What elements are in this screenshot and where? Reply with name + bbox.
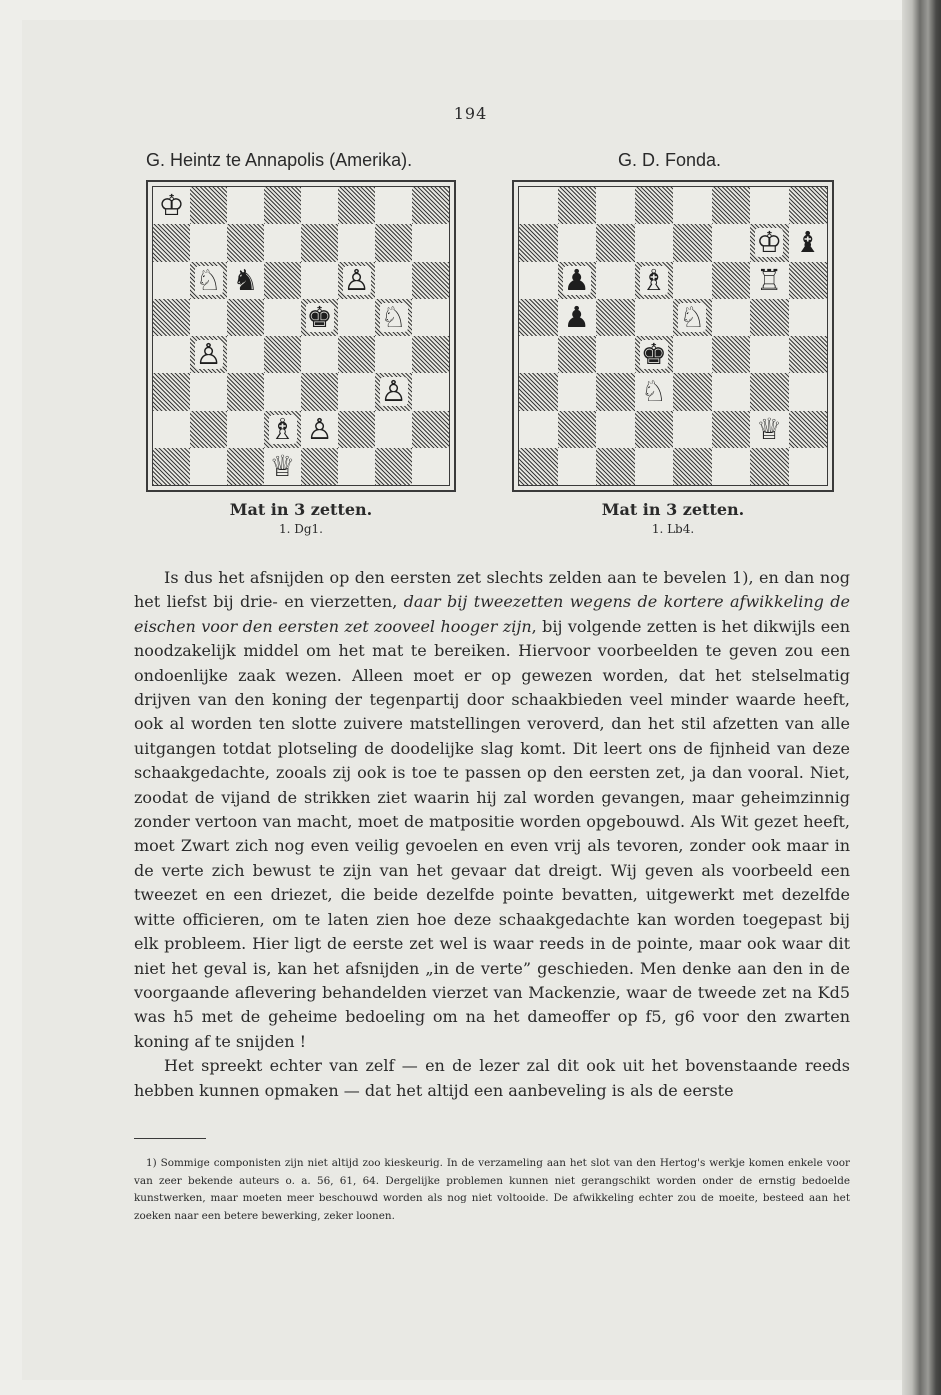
board-square-e4 <box>301 336 338 373</box>
board-square-h5 <box>412 299 449 336</box>
board-square-g6 <box>375 262 412 299</box>
piece-glyph: ♘ <box>195 262 222 297</box>
board-square-f7 <box>338 224 375 261</box>
board-square-d6 <box>635 262 674 299</box>
chess-board <box>152 186 450 486</box>
board-square-g5 <box>750 299 789 336</box>
board-square-d6 <box>264 262 301 299</box>
black-pawn-icon <box>558 262 597 299</box>
board-square-a8 <box>519 187 558 224</box>
board-square-b3 <box>190 373 227 410</box>
board-square-a1 <box>519 448 558 485</box>
board-square-b2 <box>190 411 227 448</box>
board-square-e5 <box>301 299 338 336</box>
board-square-b8 <box>190 187 227 224</box>
board-square-e8 <box>673 187 712 224</box>
chess-board <box>518 186 828 486</box>
board-square-d1 <box>635 448 674 485</box>
board-square-f8 <box>338 187 375 224</box>
white-queen-icon <box>750 411 789 448</box>
board-square-d4 <box>635 336 674 373</box>
piece-glyph: ♞ <box>232 262 259 297</box>
piece-glyph: ♗ <box>640 262 667 297</box>
board-square-g3 <box>750 373 789 410</box>
board-square-a5 <box>153 299 190 336</box>
board-square-e3 <box>301 373 338 410</box>
diagram-title: G. Heintz te Annapolis (Amerika). <box>146 150 413 170</box>
board-square-c5 <box>596 299 635 336</box>
board-square-d3 <box>635 373 674 410</box>
board-square-h2 <box>412 411 449 448</box>
footnote-text: 1) Sommige componisten zijn niet altijd zoo kieskeurig. In de verzameling aan het slot van den Hertog's werkje komen enkele voor van zeer bekende auteurs o. a. 56, 61, 64. Dergelijke problemen kunnen niet gerangschikt worden onder de ernstig bedoelde kunstwerken, maar moeten meer beschouwd worden als nog niet voltooide. De afwikkeling echter zou de moeite, besteed aan het zoeken naar een betere bewerking, zeker loonen. <box>134 1157 850 1222</box>
board-square-g1 <box>375 448 412 485</box>
white-knight-icon <box>673 299 712 336</box>
board-square-c8 <box>227 187 264 224</box>
board-square-b8 <box>558 187 597 224</box>
board-square-c3 <box>596 373 635 410</box>
board-square-b1 <box>558 448 597 485</box>
board-square-e6 <box>301 262 338 299</box>
board-square-h2 <box>789 411 828 448</box>
board-square-g7 <box>375 224 412 261</box>
piece-glyph: ♘ <box>640 374 667 409</box>
piece-glyph: ♟ <box>563 299 590 334</box>
board-square-h3 <box>412 373 449 410</box>
white-queen-icon <box>264 448 301 485</box>
board-square-c7 <box>596 224 635 261</box>
piece-glyph: ♘ <box>380 299 407 334</box>
board-square-h3 <box>789 373 828 410</box>
piece-glyph: ♙ <box>306 411 333 446</box>
board-square-g4 <box>750 336 789 373</box>
board-square-g2 <box>375 411 412 448</box>
board-square-f6 <box>712 262 751 299</box>
board-square-b7 <box>190 224 227 261</box>
board-square-h6 <box>789 262 828 299</box>
board-square-f6 <box>338 262 375 299</box>
board-square-a2 <box>519 411 558 448</box>
piece-glyph: ♝ <box>794 225 821 260</box>
board-square-e8 <box>301 187 338 224</box>
board-square-f4 <box>338 336 375 373</box>
board-square-b2 <box>558 411 597 448</box>
paragraph <box>134 566 850 1054</box>
board-frame <box>146 180 456 492</box>
board-square-g3 <box>375 373 412 410</box>
diagram-caption: Mat in 3 zetten. <box>601 500 745 519</box>
piece-glyph: ♔ <box>158 188 185 223</box>
board-square-g4 <box>375 336 412 373</box>
board-square-h1 <box>412 448 449 485</box>
board-square-h5 <box>789 299 828 336</box>
board-square-f1 <box>338 448 375 485</box>
piece-glyph: ♙ <box>380 374 407 409</box>
italic-text: daar bij tweezetten wegens de kortere afwikkeling de eischen voor den eersten zet zooveel hooger zijn <box>134 592 850 636</box>
board-square-f8 <box>712 187 751 224</box>
board-square-a5 <box>519 299 558 336</box>
piece-glyph: ♕ <box>269 448 296 483</box>
board-square-f3 <box>338 373 375 410</box>
board-square-h1 <box>789 448 828 485</box>
board-square-f2 <box>338 411 375 448</box>
black-pawn-icon <box>558 299 597 336</box>
white-pawn-icon <box>338 262 375 299</box>
diagram-solution: 1. Dg1. <box>278 522 323 536</box>
board-square-c1 <box>227 448 264 485</box>
white-knight-icon <box>635 373 674 410</box>
board-square-c4 <box>227 336 264 373</box>
white-pawn-icon <box>375 373 412 410</box>
board-square-c1 <box>596 448 635 485</box>
board-square-e1 <box>673 448 712 485</box>
board-square-e2 <box>301 411 338 448</box>
board-square-b1 <box>190 448 227 485</box>
board-square-f3 <box>712 373 751 410</box>
body-text <box>134 566 850 1103</box>
board-square-f4 <box>712 336 751 373</box>
board-square-f5 <box>338 299 375 336</box>
board-square-a3 <box>153 373 190 410</box>
board-square-a7 <box>153 224 190 261</box>
board-square-c6 <box>596 262 635 299</box>
board-square-d8 <box>264 187 301 224</box>
board-square-c4 <box>596 336 635 373</box>
board-square-d3 <box>264 373 301 410</box>
white-knight-icon <box>190 262 227 299</box>
board-square-e5 <box>673 299 712 336</box>
board-frame <box>512 180 834 492</box>
black-bishop-icon <box>789 224 828 261</box>
board-square-f1 <box>712 448 751 485</box>
board-square-d7 <box>264 224 301 261</box>
board-square-h8 <box>789 187 828 224</box>
board-square-a3 <box>519 373 558 410</box>
board-square-d8 <box>635 187 674 224</box>
board-square-a6 <box>519 262 558 299</box>
text-run: Het spreekt echter van zelf — en de lezer zal dit ook uit het bovenstaande reeds hebben kunnen opmaken — dat het altijd een aanbeveling is als de eerste <box>134 1056 850 1100</box>
board-square-a6 <box>153 262 190 299</box>
board-square-a4 <box>153 336 190 373</box>
piece-glyph: ♕ <box>756 411 783 446</box>
board-square-h7 <box>789 224 828 261</box>
black-knight-icon <box>227 262 264 299</box>
board-square-e4 <box>673 336 712 373</box>
board-square-f5 <box>712 299 751 336</box>
board-square-g8 <box>750 187 789 224</box>
black-king-icon <box>635 336 674 373</box>
board-square-g7 <box>750 224 789 261</box>
board-square-f2 <box>712 411 751 448</box>
diagram-solution: 1. Lb4. <box>651 522 695 536</box>
board-square-a2 <box>153 411 190 448</box>
board-square-d2 <box>264 411 301 448</box>
board-square-d4 <box>264 336 301 373</box>
board-square-c2 <box>596 411 635 448</box>
piece-glyph: ♔ <box>756 225 783 260</box>
book-edge <box>902 0 941 1395</box>
paragraph <box>134 1054 850 1103</box>
board-square-a7 <box>519 224 558 261</box>
board-square-b5 <box>190 299 227 336</box>
white-king-icon <box>153 187 190 224</box>
diagram-title: G. D. Fonda. <box>618 150 722 170</box>
piece-glyph: ♙ <box>195 337 222 372</box>
black-king-icon <box>301 299 338 336</box>
footnote <box>134 1155 850 1225</box>
board-square-e1 <box>301 448 338 485</box>
piece-glyph: ♚ <box>306 299 333 334</box>
page-number: 194 <box>453 104 488 123</box>
piece-glyph: ♘ <box>679 299 706 334</box>
piece-glyph: ♖ <box>756 262 783 297</box>
piece-glyph: ♗ <box>269 411 296 446</box>
text-run: Is dus het afsnijden op den eersten zet slechts zelden aan te bevelen 1), en dan nog het liefst bij drie- en vierzetten, <box>134 568 850 612</box>
board-square-d2 <box>635 411 674 448</box>
board-square-h4 <box>412 336 449 373</box>
board-square-c7 <box>227 224 264 261</box>
board-square-e2 <box>673 411 712 448</box>
white-pawn-icon <box>190 336 227 373</box>
board-square-g5 <box>375 299 412 336</box>
white-bishop-icon <box>635 262 674 299</box>
board-square-b5 <box>558 299 597 336</box>
white-rook-icon <box>750 262 789 299</box>
board-square-b6 <box>558 262 597 299</box>
board-square-d7 <box>635 224 674 261</box>
board-square-h6 <box>412 262 449 299</box>
board-square-d5 <box>264 299 301 336</box>
white-knight-icon <box>375 299 412 336</box>
board-square-a4 <box>519 336 558 373</box>
white-pawn-icon <box>301 411 338 448</box>
board-square-d5 <box>635 299 674 336</box>
board-square-a8 <box>153 187 190 224</box>
board-square-g1 <box>750 448 789 485</box>
board-square-a1 <box>153 448 190 485</box>
piece-glyph: ♙ <box>343 262 370 297</box>
board-square-b4 <box>558 336 597 373</box>
board-square-h4 <box>789 336 828 373</box>
board-square-b3 <box>558 373 597 410</box>
board-square-e3 <box>673 373 712 410</box>
board-square-c2 <box>227 411 264 448</box>
board-square-h7 <box>412 224 449 261</box>
board-square-c8 <box>596 187 635 224</box>
board-square-c3 <box>227 373 264 410</box>
board-square-b4 <box>190 336 227 373</box>
piece-glyph: ♚ <box>640 337 667 372</box>
board-square-g6 <box>750 262 789 299</box>
board-square-g2 <box>750 411 789 448</box>
board-square-b7 <box>558 224 597 261</box>
footnote-rule <box>134 1138 206 1139</box>
diagram-caption: Mat in 3 zetten. <box>229 500 373 519</box>
board-square-c5 <box>227 299 264 336</box>
text-run: , bij volgende zetten is het dikwijls een noodzakelijk middel om het mat te bereiken. Hiervoor voorbeelden te geven zou een ondoenlijke zaak wezen. Alleen moet er op gewezen worden, dat het stelselmatig drijven van den koning der tegenpartij door schaakbieden veel minder waarde heeft, ook al worden ten slotte zuivere matstellingen veroverd, dan het stil afzetten van alle uitgangen totdat plotseling de doodelijke slag komt. Dit leert ons de fijnheid van deze schaakgedachte, zooals zij ook is toe te passen op den eersten zet, ja dan vooral. Niet, zoodat de vijand de strikken ziet waarin hij zal worden gevangen, maar geheimzinnig zonder vertoon van macht, moet de matpositie worden opgebouwd. Als Wit gezet heeft, moet Zwart zich nog even veilig gevoelen en even vrij als tevoren, zonder ook maar in de verte zich bewust te zijn van het gevaar dat dreigt. Wij geven als voorbeeld een tweezet en een driezet, die beide dezelfde pointe bevatten, uitgewerkt met dezelfde witte officieren, om te laten zien hoe deze schaakgedachte kan worden toegepast bij elk probleem. Hier ligt de eerste zet wel is waar reeds in de pointe, maar ook waar dit niet het geval is, kan het afsnijden „in de verte” geschieden. Men denke aan den in de voorgaande aflevering behandelden vierzet van Mackenzie, waar de tweede zet na Kd5 was h5 met de geheime bedoeling om na het dameoffer op f5, g6 voor den zwarten koning af te snijden ! <box>134 616 851 1051</box>
board-square-g8 <box>375 187 412 224</box>
white-bishop-icon <box>264 411 301 448</box>
piece-glyph: ♟ <box>563 262 590 297</box>
board-square-b6 <box>190 262 227 299</box>
board-square-d1 <box>264 448 301 485</box>
board-square-h8 <box>412 187 449 224</box>
board-square-f7 <box>712 224 751 261</box>
board-square-e6 <box>673 262 712 299</box>
board-square-e7 <box>673 224 712 261</box>
board-square-c6 <box>227 262 264 299</box>
board-square-e7 <box>301 224 338 261</box>
white-king-icon <box>750 224 789 261</box>
